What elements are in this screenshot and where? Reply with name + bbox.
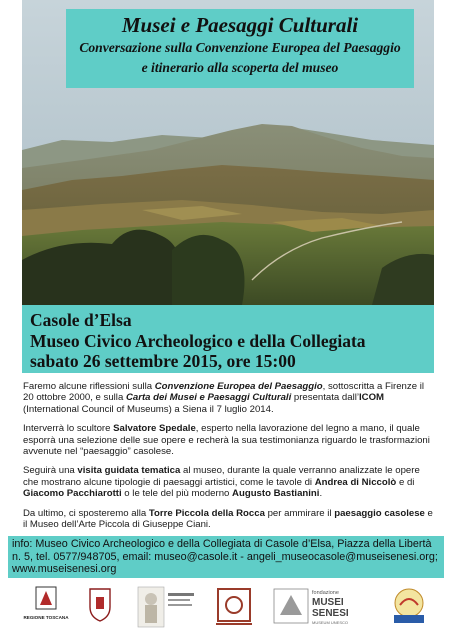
info-line-3[interactable]: www.museisenesi.org (12, 563, 117, 576)
subtitle-line-1: Conversazione sulla Convenzione Europea del Paesaggio (79, 40, 401, 55)
venue-museum: Museo Civico Archeologico e della Collegiata (30, 330, 366, 351)
paragraph-1: Faremo alcune riflessioni sulla Convenzione Europea del Paesaggio, sottoscritta a Firenze il 20 ottobre 2000, e sulla Carta dei Musei e Paesaggi Culturali presentata dall’ICOM (International Council of Museums) a Siena il 7 luglio 2014. (23, 381, 424, 415)
collegiata-logo (134, 585, 198, 629)
venue-box (22, 305, 434, 373)
comune-logo (80, 585, 120, 629)
paragraph-4: Da ultimo, ci sposteremo alla Torre Piccola della Rocca per ammirare il paesaggio casolese e il Museo dell’Arte Piccola di Giuseppe Ciani. (23, 507, 433, 531)
paragraph-3: Seguirà una visita guidata tematica al museo, durante la quale verranno analizzate le opere che mostrano alcune tipologie di paesaggi artistici, come le tavole di Andrea di Niccolò e di Giacomo Pacchiarotti o le tele del più moderno Augusto Bastianini. (23, 465, 420, 500)
svg-text:MUSEUM UNESCO: MUSEUM UNESCO (312, 620, 349, 625)
svg-text:fondazione: fondazione (312, 590, 339, 596)
event-datetime: sabato 26 settembre 2015, ore 15:00 (30, 351, 296, 371)
emphasis-text: ICOM (358, 392, 385, 404)
emphasis-text: Andrea di Niccolò (314, 476, 397, 488)
venue-town: Casole d’Elsa (30, 310, 132, 330)
terre-di-siena-logo (388, 585, 430, 629)
title-box (66, 9, 414, 88)
emphasis-text: Torre Piccola della Rocca (148, 507, 265, 519)
emphasis-text: Salvatore Spedale (113, 423, 196, 435)
regione-toscana-logo (23, 585, 69, 629)
emphasis-text: visita guidata tematica (77, 465, 181, 477)
emphasis-text: Carta dei Musei e Paesaggi Culturali (125, 392, 292, 404)
emphasis-text: Giacomo Pacchiarotti (23, 488, 122, 500)
musei-senesi-logo (272, 585, 362, 629)
svg-text:MUSEI: MUSEI (312, 597, 344, 608)
subtitle-line-2: e itinerario alla scoperta del museo (141, 60, 339, 75)
info-line-1: info: Museo Civico Archeologico e della Collegiata di Casole d’Elsa, Piazza della Libertà (12, 538, 432, 550)
emphasis-text: paesaggio casolese (334, 507, 425, 519)
sponsor-logos (22, 585, 434, 631)
svg-text:SENESI: SENESI (312, 608, 349, 619)
emphasis-text: Augusto Bastianini (232, 488, 320, 500)
regione-toscana-text: REGIONE TOSCANA (23, 615, 69, 620)
emphasis-text: Convenzione Europea del Paesaggio (154, 381, 323, 392)
contact-info-box (8, 536, 444, 578)
info-line-2[interactable]: n. 5, tel. 0577/948705, email: museo@casole.it - angeli_museocasole@museisenesi.org; (12, 550, 438, 563)
museo-casole-logo (210, 585, 258, 629)
event-description (23, 381, 434, 538)
page-title: Musei e Paesaggi Culturali (121, 13, 359, 37)
paragraph-2: Interverrà lo scultore Salvatore Spedale, esperto nella lavorazione del legno a mano, il quale esporrà una selezione delle sue opere e recherà la sua testimonianza riguardo le trasformazioni avvenute nel “paesaggio” casolese. (23, 423, 430, 458)
